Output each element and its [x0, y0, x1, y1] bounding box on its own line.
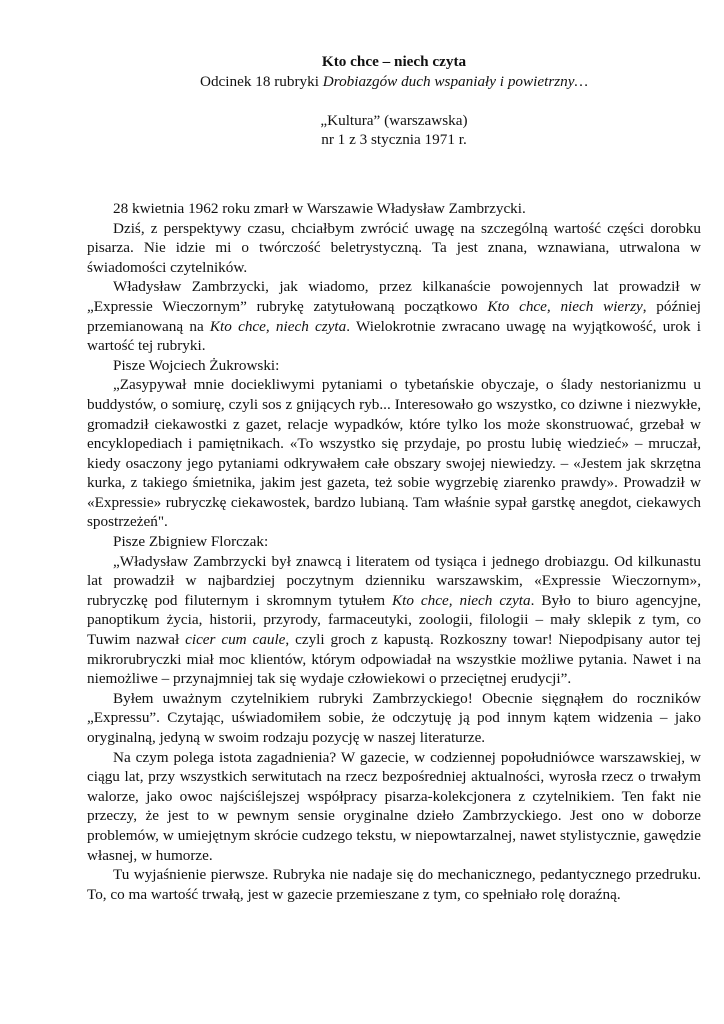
document-subtitle — [87, 72, 701, 92]
paragraph: Na czym polega istota zagadnienia? W gazecie, w codziennej popołudniówce warszawskiej, w ciągu lat, przy wszystkich serwitutach na rzecz bezpośredniej aktualności, wyrosła rzecz o trwałym walorze, jako owoc najściślejszej współpracy pisarza-kolekcjonera z czytelnikiem. Ten fakt nie przeczy, że jest to w pewnym sensie oryginalne dzieło Zambrzyckiego. Jest ono w doborze problemów, w umiejętnym skrócie cudzego tekstu, w niepowtarzalnej, nawet stylistycznie, gawędzie własnej, w humorze. — [87, 748, 701, 864]
italic-title: Kto chce, niech czyta — [209, 317, 347, 335]
paragraph: Byłem uważnym czytelnikiem rubryki Zambrzyckiego! Obecnie sięgnąłem do roczników „Expressu”. Czytając, uświadomiłem sobie, że odczytuję ją pod innym kątem widzenia – jako oryginalną, jedyną w swoim rodzaju pozycję w naszej literaturze. — [87, 689, 701, 746]
text-run: , czyli groch z kapustą. Rozkoszny towar! Niepodpisany autor tej mikrorubryczki miał moc klientów, którym odpowiadał na wszystkie możliwe pytania. Nawet i na niemożliwe – przynajmniej tak się wydaje człowiekowi o przeciętnej erudycji”. — [87, 631, 702, 688]
italic-title: Kto chce, niech czyta — [392, 591, 531, 609]
text-run: , później przemianowaną na — [87, 297, 701, 335]
text-run: . Wielokrotnie zwracano uwagę na wyjątkowość, urok i wartość tej rubryki. — [87, 317, 701, 355]
document-page — [87, 52, 701, 904]
text-run: . Było to biuro agencyjne, panoptikum życia, historii, przyrody, farmaceutyki, zoologii, filologii – mały sklepik z tym, co Tuwim nazwał — [87, 591, 701, 649]
document-title: Kto chce – niech czyta — [321, 53, 467, 70]
paragraph: Pisze Zbigniew Florczak: — [113, 533, 269, 551]
text-run: Władysław Zambrzycki, jak wiadomo, przez kilkanaście powojennych lat prowadził w „Expressie Wieczornym” rubrykę zatytułowaną początkowo — [87, 278, 701, 315]
text-run: „Władysław Zambrzycki był znawcą i literatem od tysiąca i jednego drobiazgu. Od kilkunastu lat prowadził w najbardziej poczytnym dzienniku warszawskim, «Expressie Wieczornym», rubryczkę pod filuternym i skromnym tytułem — [87, 552, 701, 609]
subtitle-italic: Drobiazgów duch wspaniały i powietrzny… — [322, 72, 588, 90]
italic-title: Kto chce, niech wierzy — [487, 297, 643, 315]
subtitle-prefix: Odcinek 18 rubryki — [200, 72, 323, 90]
article-body — [87, 199, 701, 904]
paragraph: 28 kwietnia 1962 roku zmarł w Warszawie Władysław Zambrzycki. — [113, 199, 526, 217]
document-header — [87, 52, 701, 150]
italic-phrase: cicer cum caule — [185, 631, 286, 649]
paragraph: Tu wyjaśnienie pierwsze. Rubryka nie nadaje się do mechanicznego, pedantycznego przedruku. To, co ma wartość trwałą, jest w gazecie przemieszane z tym, co spełniało rolę doraźną. — [87, 866, 701, 903]
quote-paragraph — [87, 552, 701, 689]
paragraph: Dziś, z perspektywy czasu, chciałbym zwrócić uwagę na szczególną wartość części dorobku pisarza. Nie idzie mi o twórczość beletrystyczną. Ta jest znana, wznawiana, utrwalona w świadomości czytelników. — [87, 219, 701, 276]
paragraph — [87, 277, 701, 355]
quote-paragraph: „Zasypywał mnie dociekliwymi pytaniami o tybetańskie obyczaje, o ślady nestorianizmu u buddystów, o somiurę, czyli sos z gnijących ryb... Interesowało go wszystko, co dziwne i niezwykłe, gromadził ciekawostki z gazet, relacje wypadków, które tylko los może skonstruować, grzebał w encyklopediach i pamiętnikach. «To wszystko się przydaje, po prostu lubię wiedzieć» – mruczał, kiedy osaczony jego pytaniami odkrywałem całe obszary swojej niewiedzy. – «Jestem jak skrzętna kurka, z takiego śmietnika, jakim jest gazeta, też sobie wygrzebię ziarenko prawdy». Prowadził w «Expressie» rubryczkę ciekawostek, bardzo lubianą. Tam właśnie sypał garstkę anegdot, ciekawych spostrzeżeń". — [87, 376, 701, 531]
publication-name: „Kultura” (warszawska) — [320, 111, 468, 129]
publication-issue: nr 1 z 3 stycznia 1971 r. — [321, 131, 467, 149]
paragraph: Pisze Wojciech Żukrowski: — [113, 356, 280, 374]
